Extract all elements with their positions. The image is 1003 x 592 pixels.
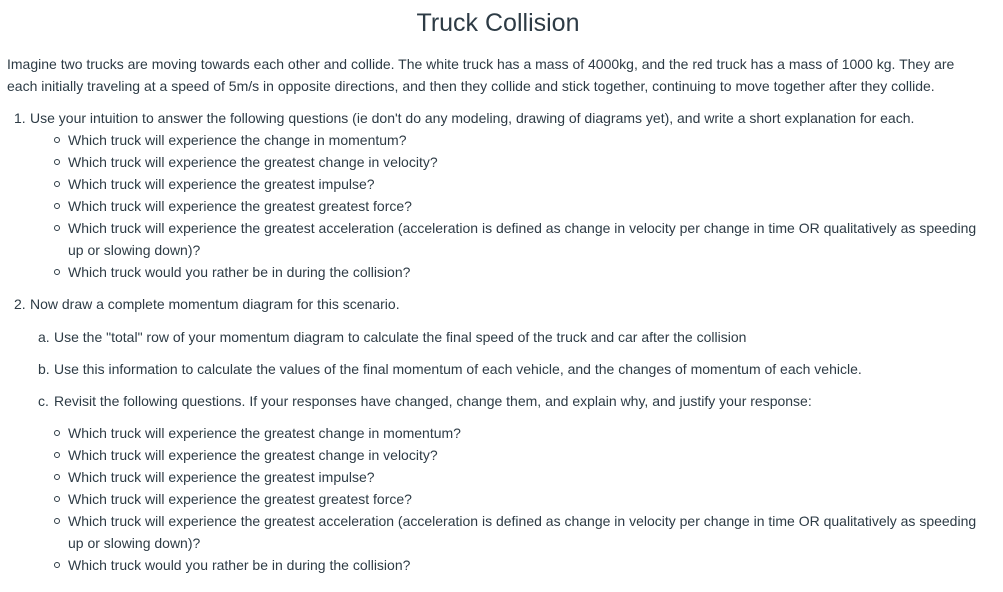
question-1-bullets [30,129,984,283]
list-item: Which truck will experience the greatest change in momentum? [54,422,984,444]
question-text: Use your intuition to answer the following questions (ie don't do any modeling, drawing of diagrams yet), and write a short explanation for each. [30,110,915,126]
question-number: 1. [14,110,26,126]
list-item: Which truck will experience the greatest acceleration (acceleration is defined as change in velocity per change in time OR qualitatively as speeding up or slowing down)? [54,510,984,554]
question-2 [14,293,984,576]
page-title: Truck Collision [416,9,580,37]
question-1 [14,107,984,283]
subpart-text: Use the "total" row of your momentum diagram to calculate the final speed of the truck and car after the collision [54,329,747,345]
list-item: Which truck will experience the greatest impulse? [54,466,984,488]
subpart-b [38,358,984,380]
list-item: Which truck will experience the greatest impulse? [54,173,984,195]
list-item: Which truck will experience the greatest acceleration (acceleration is defined as change in velocity per change in time OR qualitatively as speeding up or slowing down)? [54,217,984,261]
subpart-text: Use this information to calculate the values of the final momentum of each vehicle, and the changes of momentum of each vehicle. [54,361,862,377]
question-2-bullets [30,422,984,576]
list-item: Which truck will experience the change in momentum? [54,129,984,151]
list-item: Which truck would you rather be in during the collision? [54,261,984,283]
list-item: Which truck will experience the greatest change in velocity? [54,151,984,173]
list-item: Which truck will experience the greatest greatest force? [54,488,984,510]
question-text: Now draw a complete momentum diagram for this scenario. [30,296,400,312]
question-number: 2. [14,296,26,312]
subpart-a [38,326,984,348]
subpart-c [38,390,984,412]
subpart-letter: c. [38,393,49,409]
list-item: Which truck will experience the greatest greatest force? [54,195,984,217]
intro-paragraph: Imagine two trucks are moving towards each other and collide. The white truck has a mass of 4000kg, and the red truck has a mass of 1000 kg. They are each initially traveling at a speed of 5m/s in opposite directions, and then they collide and stick together, continuing to move together after they collide. [7,56,955,94]
list-item: Which truck would you rather be in during the collision? [54,554,984,576]
question-list [14,107,984,576]
subpart-letter: a. [38,329,50,345]
list-item: Which truck will experience the greatest change in velocity? [54,444,984,466]
question-2-subparts [30,326,984,412]
subpart-letter: b. [38,361,50,377]
subpart-text: Revisit the following questions. If your responses have changed, change them, and explain why, and justify your response: [54,393,812,409]
